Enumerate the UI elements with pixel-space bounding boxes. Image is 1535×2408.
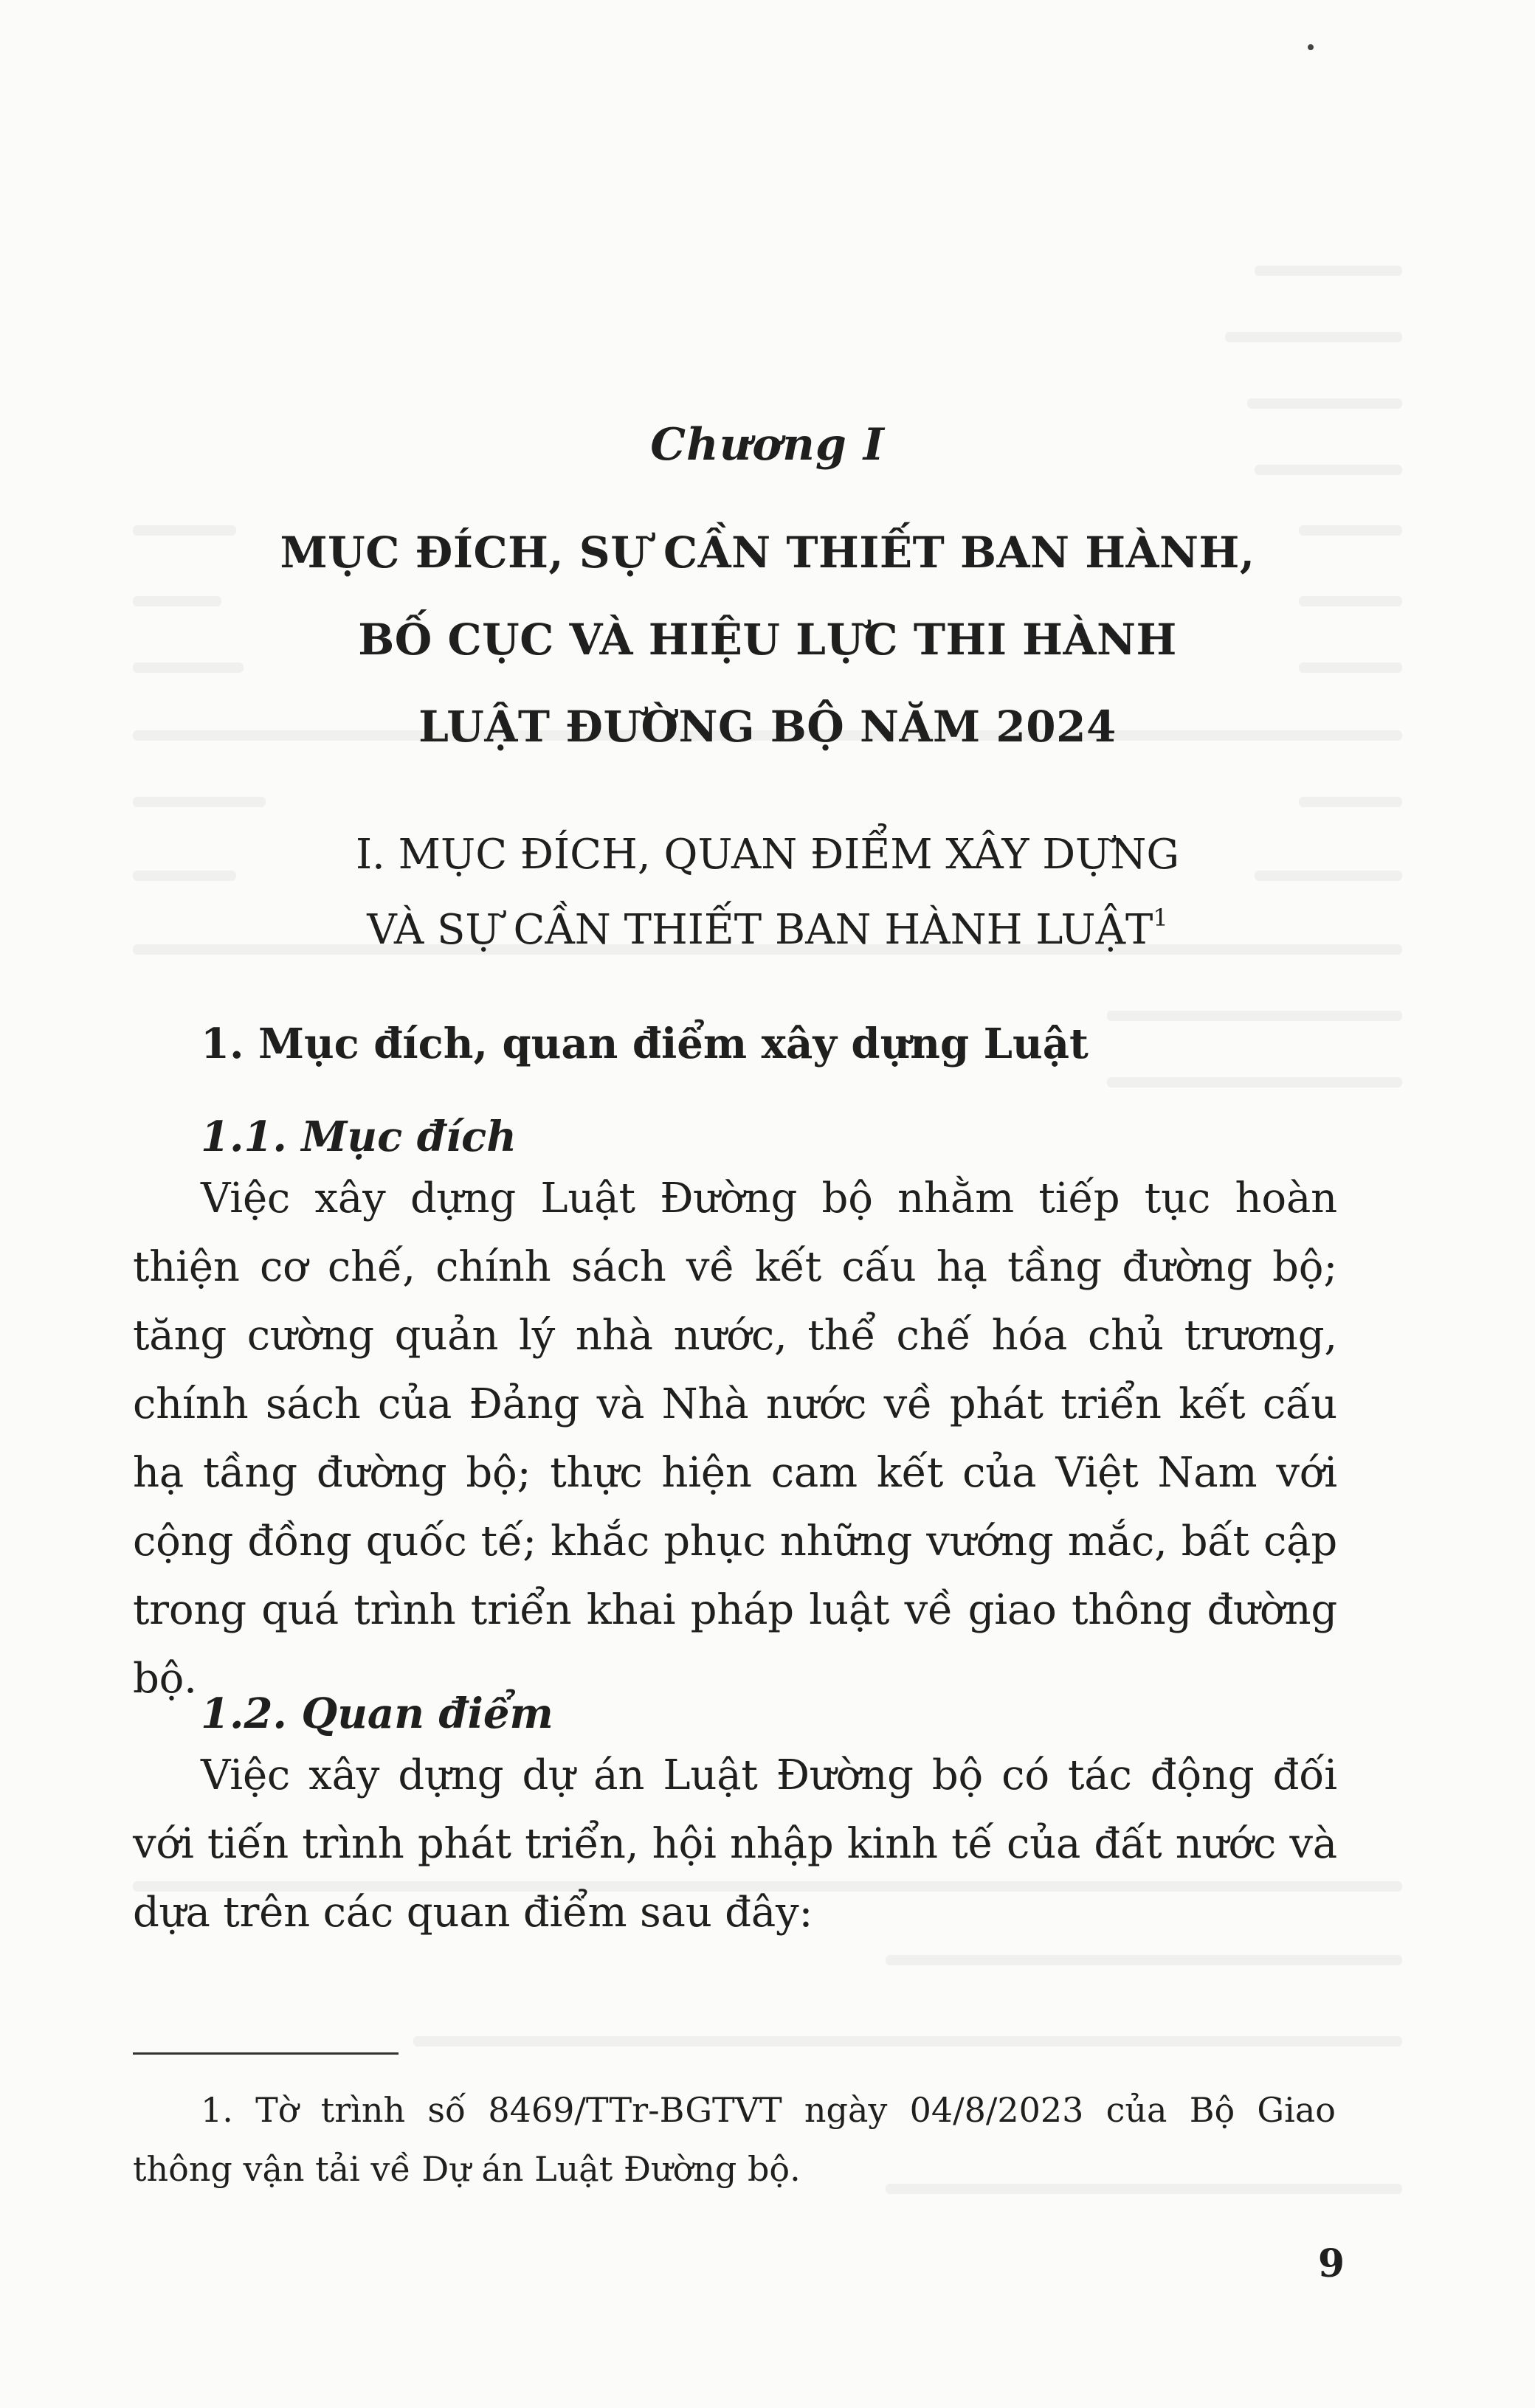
purpose-paragraph: Việc xây dựng Luật Đường bộ nhằm tiếp tục hoàn thiện cơ chế, chính sách về kết cấu hạ tầng đường bộ; tăng cường quản lý nhà nước, thể chế hóa chủ trương, chính sách của Đảng và Nhà nước về phát triển kết cấu hạ tầng đường bộ; thực hiện cam kết của Việt Nam với cộng đồng quốc tế; khắc phục những vướng mắc, bất cập trong quá trình triển khai pháp luật về giao thông đường bộ.	[133, 1174, 1337, 1703]
chapter-title-line-2: BỐ CỤC VÀ HIỆU LỰC THI HÀNH	[358, 615, 1177, 665]
viewpoint-heading: 1.2. Quan điểm	[201, 1689, 553, 1738]
printing-dot	[1308, 44, 1314, 50]
viewpoint-paragraph: Việc xây dựng dự án Luật Đường bộ có tác động đối với tiến trình phát triển, hội nhập kinh tế của đất nước và dựa trên các quan điểm sau đây:	[133, 1751, 1337, 1937]
section-title-line-2	[184, 893, 1351, 968]
footnote-text: 1. Tờ trình số 8469/TTr-BGTVT ngày 04/8/2023 của Bộ Giao thông vận tải về Dự án Luật Đường bộ.	[133, 2090, 1336, 2189]
section-title-line-1: I. MỤC ĐÍCH, QUAN ĐIỂM XÂY DỰNG	[355, 831, 1180, 879]
chapter-title	[184, 509, 1351, 770]
footnote-divider	[133, 2052, 399, 2055]
page-number: 9	[1317, 2241, 1345, 2286]
subsection-heading: 1. Mục đích, quan điểm xây dựng Luật	[201, 1020, 1089, 1068]
section-title-line-2-text: VÀ SỰ CẦN THIẾT BAN HÀNH LUẬT	[367, 906, 1153, 954]
footnote-reference[interactable]: 1	[1153, 904, 1168, 932]
chapter-label: Chương I	[650, 419, 885, 471]
chapter-title-line-3: LUẬT ĐƯỜNG BỘ NĂM 2024	[418, 702, 1117, 752]
section-title	[184, 817, 1351, 968]
chapter-title-line-1: MỤC ĐÍCH, SỰ CẦN THIẾT BAN HÀNH,	[280, 527, 1255, 578]
purpose-heading: 1.1. Mục đích	[201, 1113, 517, 1161]
